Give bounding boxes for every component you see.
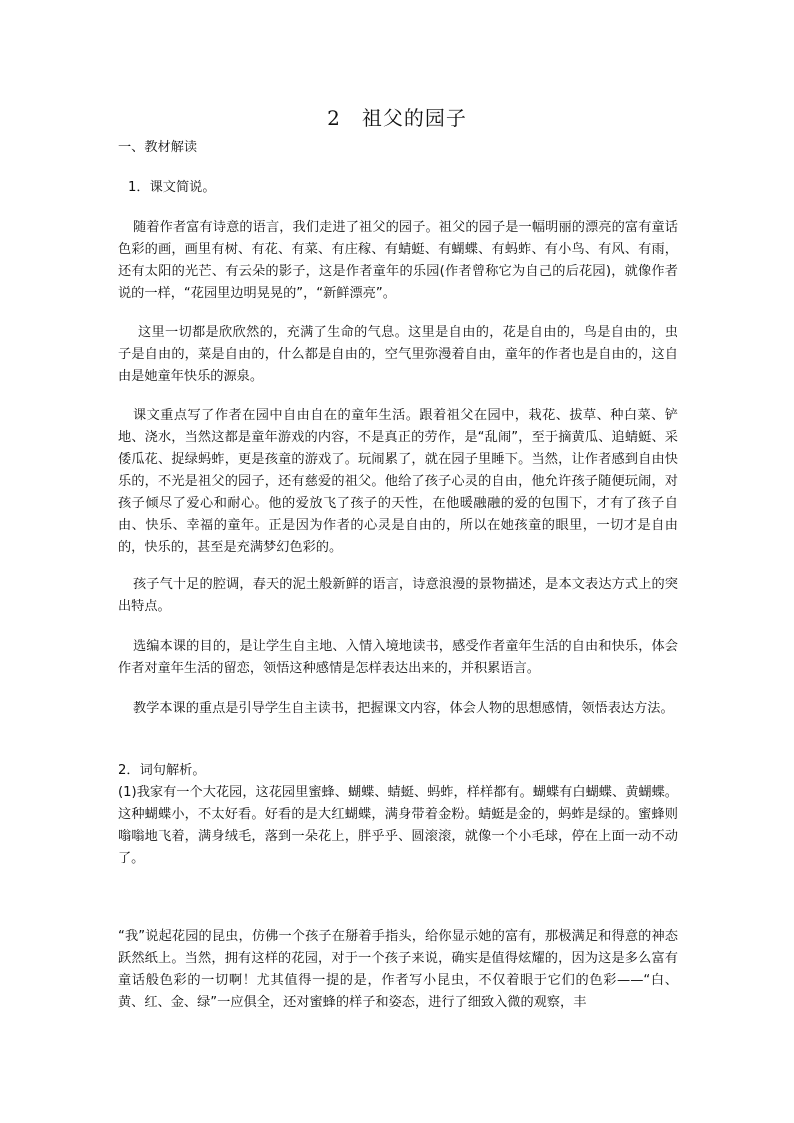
- paragraph: 这里一切都是欣欣然的，充满了生命的气息。这里是自由的，花是自由的，鸟是自由的，虫子是自由的，菜是自由的，什么都是自由的，空气里弥漫着自由，童年的作者也是自由的，这自由是她童年快乐的源泉。: [118, 325, 678, 384]
- paragraph: 教学本课的重点是引导学生自主读书，把握课文内容，体会人物的思想感情，领悟表达方法。: [133, 701, 674, 716]
- paragraph: 随着作者富有诗意的语言，我们走进了祖父的园子。祖父的园子是一幅明丽的漂亮的富有童话色彩的画，画里有树、有花、有菜、有庄稼、有蜻蜓、有蝴蝶、有蚂蚱、有小鸟、有风、有雨，还有太阳的光芒、有云朵的影子，这是作者童年的乐园(作者曾称它为自己的后花园)，就像作者说的一样，“花园里边明晃晃的”，“新鲜漂亮”。: [118, 220, 678, 301]
- quote-paragraph: (1)我家有一个大花园，这花园里蜜蜂、蝴蝶、蜻蜓、蚂蚱，样样都有。蝴蝶有白蝴蝶、黄蝴蝶。这种蝴蝶小，不太好看。好看的是大红蝴蝶，满身带着金粉。蜻蜓是金的，蚂蚱是绿的。蜜蜂则嗡嗡地飞着，满身绒毛，落到一朵花上，胖乎乎、圆滚滚，就像一个小毛球，停在上面一动不动了。: [118, 785, 678, 866]
- subsection-heading: 2．词句解析。: [118, 763, 206, 778]
- paragraph: 选编本课的目的，是让学生自主地、入情入境地读书，感受作者童年生活的自由和快乐，体会作者对童年生活的留恋，领悟这种感情是怎样表达出来的，并积累语言。: [118, 639, 678, 676]
- page-title: 2 祖父的园子: [327, 106, 467, 130]
- section-heading: 一、教材解读: [118, 140, 198, 155]
- paragraph: 课文重点写了作者在园中自由自在的童年生活。跟着祖父在园中，栽花、拔草、种白菜、铲地、浇水，当然这都是童年游戏的内容，不是真正的劳作，是“乱闹”，至于摘黄瓜、追蜻蜓、采倭瓜花、捉绿蚂蚱，更是孩童的游戏了。玩闹累了，就在园子里睡下。当然，让作者感到自由快乐的，不光是祖父的园子，还有慈爱的祖父。他给了孩子心灵的自由，他允许孩子随便玩闹，对孩子倾尽了爱心和耐心。他的爱放飞了孩子的天性，在他暖融融的爱的包围下，才有了孩子自由、快乐、幸福的童年。正是因为作者的心灵是自由的，所以在她孩童的眼里，一切才是自由的，快乐的，甚至是充满梦幻色彩的。: [118, 408, 678, 555]
- paragraph: 孩子气十足的腔调，春天的泥土般新鲜的语言，诗意浪漫的景物描述，是本文表达方式上的突出特点。: [118, 577, 678, 614]
- analysis-paragraph: “我”说起花园的昆虫，仿佛一个孩子在掰着手指头，给你显示她的富有，那极满足和得意的神态跃然纸上。当然，拥有这样的花园，对于一个孩子来说，确实是值得炫耀的，因为这是多么富有童话般色彩的一切啊！尤其值得一提的是，作者写小昆虫，不仅着眼于它们的色彩——“白、黄、红、金、绿”一应俱全，还对蜜蜂的样子和姿态，进行了细致入微的观察，丰: [118, 929, 678, 1010]
- subsection-heading: 1．课文简说。: [128, 180, 216, 195]
